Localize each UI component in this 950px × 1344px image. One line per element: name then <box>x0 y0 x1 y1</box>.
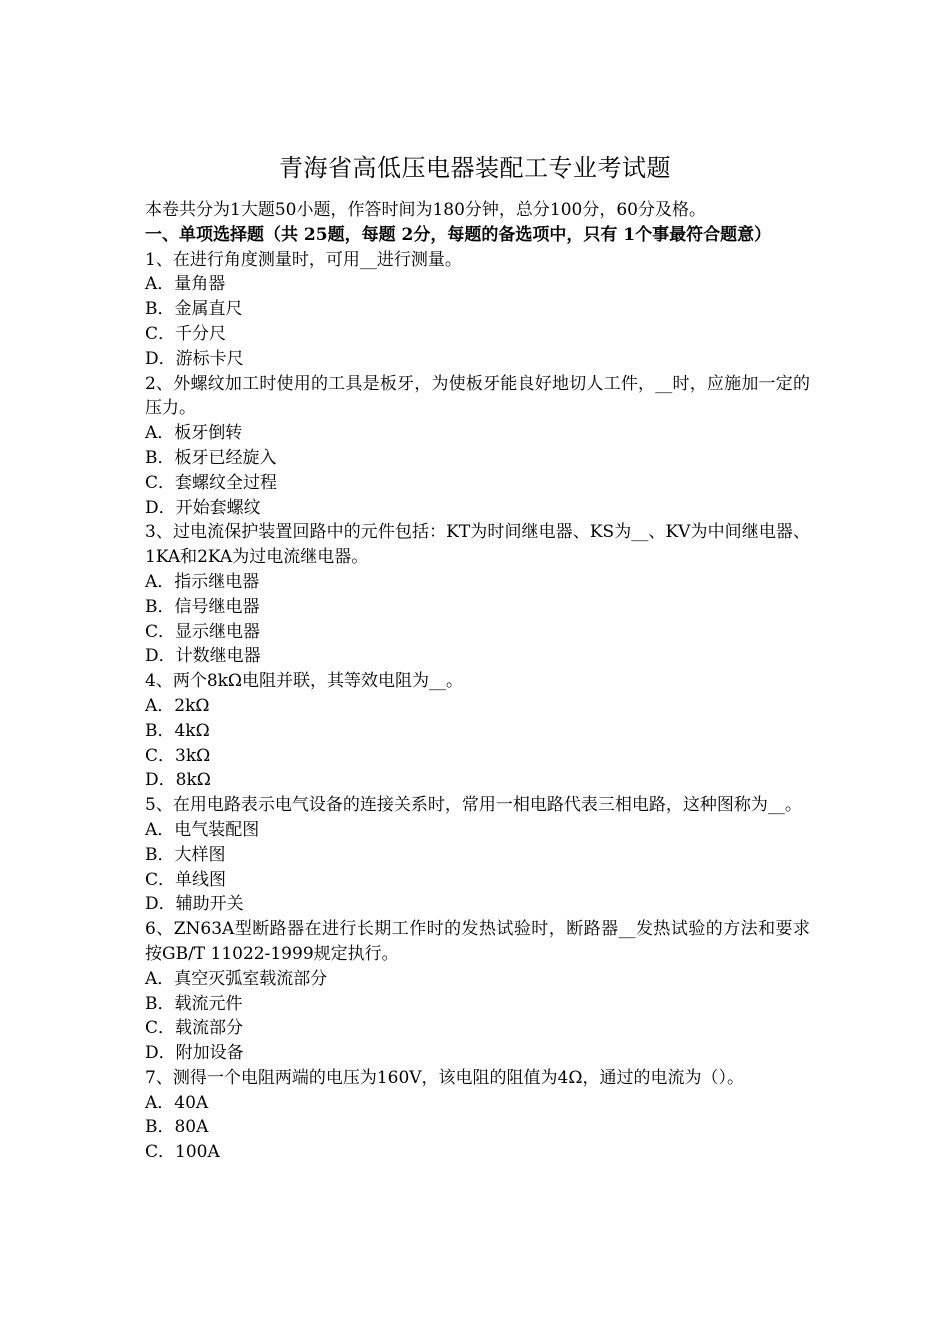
option-c: C．套螺纹全过程 <box>145 472 278 493</box>
option-a: A．电气装配图 <box>145 819 260 840</box>
option-d: D．游标卡尺 <box>145 348 244 369</box>
option-b: B．板牙已经旋入 <box>145 447 277 468</box>
option-c: C．显示继电器 <box>145 621 261 642</box>
question-4 <box>145 669 810 793</box>
question-1 <box>145 248 810 372</box>
question-5 <box>145 793 810 917</box>
option-c: C．载流部分 <box>145 1018 244 1039</box>
option-c: C．3kΩ <box>145 745 211 766</box>
option-b: B．信号继电器 <box>145 596 260 617</box>
question-text: 1、在进行角度测量时，可用__进行测量。 <box>145 249 462 270</box>
option-b: B．80A <box>145 1117 209 1138</box>
question-text: 3、过电流保护装置回路中的元件包括：KT为时间继电器、KS为__、KV为中间继电器、1KA和2KA为过电流继电器。 <box>145 522 810 568</box>
option-b: B．载流元件 <box>145 993 243 1014</box>
option-c: C．100A <box>145 1142 220 1163</box>
question-text: 7、测得一个电阻两端的电压为160V，该电阻的阻值为4Ω，通过的电流为（）。 <box>145 1067 744 1088</box>
option-d: D．附加设备 <box>145 1043 244 1064</box>
option-a: A．40A <box>145 1092 209 1113</box>
question-7 <box>145 1066 810 1165</box>
question-text: 5、在用电路表示电气设备的连接关系时，常用一相电路代表三相电路，这种图称为__。 <box>145 795 802 816</box>
question-2 <box>145 372 810 521</box>
exam-intro: 本卷共分为1大题50小题，作答时间为180分钟，总分100分，60分及格。 <box>145 200 706 220</box>
option-a: A．指示继电器 <box>145 571 260 592</box>
option-d: D．计数继电器 <box>145 646 261 667</box>
option-a: A．2kΩ <box>145 695 210 716</box>
option-a: A．真空灭弧室载流部分 <box>145 968 328 989</box>
question-text: 6、ZN63A型断路器在进行长期工作时的发热试验时，断路器__发热试验的方法和要求按GB/T 11022-1999规定执行。 <box>145 919 810 964</box>
option-b: B．金属直尺 <box>145 299 243 320</box>
option-d: D．开始套螺纹 <box>145 497 261 518</box>
option-d: D．8kΩ <box>145 770 211 791</box>
section-heading: 一、单项选择题（共 25题，每题 2分，每题的备选项中，只有 1个事最符合题意） <box>145 224 772 245</box>
option-c: C．单线图 <box>145 869 227 890</box>
document-body <box>145 198 810 1165</box>
question-6 <box>145 917 810 1066</box>
document-title: 青海省高低压电器装配工专业考试题 <box>279 154 671 182</box>
option-b: B．大样图 <box>145 844 226 865</box>
question-text: 4、两个8kΩ电阻并联，其等效电阻为__。 <box>145 671 464 692</box>
option-a: A．板牙倒转 <box>145 423 243 444</box>
question-3 <box>145 520 810 669</box>
option-c: C．千分尺 <box>145 323 227 344</box>
option-d: D．辅助开关 <box>145 894 244 915</box>
option-a: A．量角器 <box>145 274 226 295</box>
question-text: 2、外螺纹加工时使用的工具是板牙，为使板牙能良好地切人工件，__时，应施加一定的压力。 <box>145 373 810 419</box>
option-b: B．4kΩ <box>145 720 210 741</box>
